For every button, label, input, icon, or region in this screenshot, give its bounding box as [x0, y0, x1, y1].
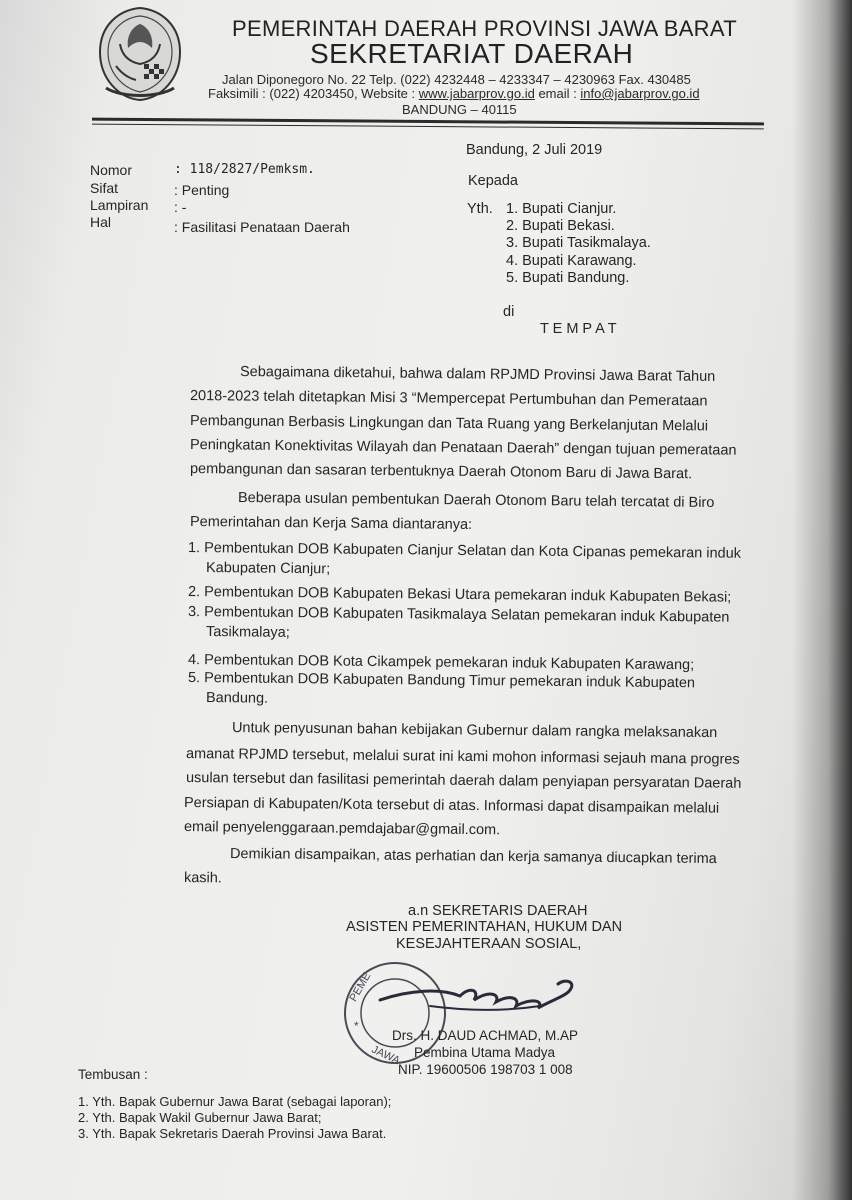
paragraph-line: Beberapa usulan pembentukan Daerah Otonom Baru telah tercatat di Biro — [237, 490, 715, 511]
list-item: Kabupaten Cianjur; — [205, 560, 331, 578]
list-item: 2. Pembentukan DOB Kabupaten Bekasi Utara pemekaran induk Kabupaten Bekasi; — [187, 584, 732, 606]
paragraph-line: Pemerintahan dan Kerja Sama diantaranya: — [189, 514, 473, 533]
lampiran-label: Lampiran — [90, 197, 149, 213]
paragraph-line: Peningkatan Konektivitas Wilayah dan Penataan Daerah” dengan tujuan pemerataan — [189, 437, 737, 459]
tembusan-item: 3. Yth. Bapak Sekretaris Daerah Provinsi Jawa Barat. — [78, 1126, 387, 1141]
signatory-nip: NIP. 19600506 198703 1 008 — [398, 1062, 573, 1077]
tembusan-item: 1. Yth. Bapak Gubernur Jawa Barat (sebagai laporan); — [78, 1094, 392, 1109]
letterhead-city: BANDUNG – 40115 — [402, 102, 517, 117]
sifat-value: : Penting — [174, 182, 230, 198]
paragraph-line: Persiapan di Kabupaten/Kota tersebut di atas. Informasi dapat disampaikan melalui — [183, 795, 720, 817]
paragraph-line: Demikian disampaikan, atas perhatian dan kerja samanya diucapkan terima — [229, 846, 717, 868]
list-item: 1. Pembentukan DOB Kabupaten Cianjur Selatan dan Kota Cipanas pemekaran induk — [187, 540, 742, 562]
signatory-name: Drs. H. DAUD ACHMAD, M.AP — [392, 1028, 579, 1043]
province-emblem-logo — [92, 4, 188, 104]
recipient-item: 3. Bupati Tasikmalaya. — [506, 235, 651, 251]
recipient-item: 1. Bupati Cianjur. — [506, 201, 617, 217]
fax-website-label: Faksimili : (022) 4203450, Website : — [208, 86, 419, 101]
list-item: 5. Pembentukan DOB Kabupaten Bandung Timur pemekaran induk Kabupaten — [187, 670, 696, 692]
paragraph-line: kasih. — [183, 870, 222, 887]
paragraph-line: Untuk penyusunan bahan kebijakan Gubernur dalam rangka melaksanakan — [231, 720, 718, 742]
tembusan-item: 2. Yth. Bapak Wakil Gubernur Jawa Barat; — [78, 1110, 322, 1125]
letterhead-government: PEMERINTAH DAERAH PROVINSI JAWA BARAT — [232, 16, 737, 41]
tembusan-label: Tembusan : — [78, 1067, 148, 1082]
paragraph-line: pembangunan dan sasaran terbentuknya Daerah Otonom Baru di Jawa Barat. — [189, 461, 693, 483]
paragraph-line: email penyelenggaraan.pemdajabar@gmail.com. — [183, 819, 501, 839]
di-label: di — [503, 304, 515, 320]
page-edge-shadow — [792, 0, 852, 1200]
stamp-text-bottom: JAWA — [369, 1043, 402, 1068]
letterhead-contact — [208, 86, 700, 101]
stamp-star: * — [354, 1019, 359, 1033]
list-item: 4. Pembentukan DOB Kota Cikampek pemekaran induk Kabupaten Karawang; — [187, 652, 695, 674]
letterhead-office: SEKRETARIAT DAERAH — [310, 38, 634, 69]
recipient-item: 2. Bupati Bekasi. — [506, 218, 615, 234]
signature-position: ASISTEN PEMERINTAHAN, HUKUM DAN — [346, 919, 623, 935]
paragraph-line: amanat RPJMD tersebut, melalui surat ini kami mohon informasi sejauh mana progres — [185, 746, 740, 768]
letter-date: Bandung, 2 Juli 2019 — [466, 142, 603, 158]
hal-label: Hal — [90, 214, 112, 230]
nomor-value: : 118/2827/Pemksm. — [174, 162, 315, 177]
nomor-label: Nomor — [90, 162, 133, 178]
tempat-label: T E M P A T — [540, 321, 617, 337]
handwritten-signature — [370, 960, 580, 1030]
signature-position: KESEJAHTERAAN SOSIAL, — [396, 936, 582, 952]
list-item: 3. Pembentukan DOB Kabupaten Tasikmalaya Selatan pemekaran induk Kabupaten — [187, 604, 730, 626]
recipient-item: 5. Bupati Bandung. — [506, 270, 630, 286]
paragraph-line: Pembangunan Berbasis Lingkungan dan Tata Ruang yang Berkelanjutan Melalui — [189, 413, 709, 435]
paragraph-line: 2018-2023 telah ditetapkan Misi 3 “Mempercepat Pertumbuhan dan Pemerataan — [189, 388, 708, 410]
letterhead-address: Jalan Diponegoro No. 22 Telp. (022) 4232448 – 4233347 – 4230963 Fax. 430485 — [222, 72, 691, 87]
paragraph-line: Sebagaimana diketahui, bahwa dalam RPJMD Provinsi Jawa Barat Tahun — [239, 364, 716, 385]
kepada-label: Kepada — [468, 173, 518, 189]
yth-label: Yth. — [467, 201, 493, 217]
signature-on-behalf: a.n SEKRETARIS DAERAH — [408, 903, 588, 919]
lampiran-value: : - — [174, 199, 187, 215]
sifat-label: Sifat — [90, 180, 119, 196]
hal-value: : Fasilitasi Penataan Daerah — [174, 219, 350, 235]
paragraph-line: usulan tersebut dan fasilitasi pemerintah daerah dalam penyiapan persyaratan Daerah — [185, 770, 742, 792]
list-item: Tasikmalaya; — [205, 624, 290, 641]
stamp-text-top: PEME — [347, 970, 374, 1004]
website-link[interactable]: www.jabarprov.go.id — [418, 86, 535, 101]
email-link[interactable]: info@jabarprov.go.id — [580, 86, 700, 101]
email-label: email : — [534, 86, 581, 101]
recipient-item: 4. Bupati Karawang. — [506, 253, 637, 269]
signatory-rank: Pembina Utama Madya — [414, 1045, 556, 1060]
list-item: Bandung. — [205, 690, 269, 707]
